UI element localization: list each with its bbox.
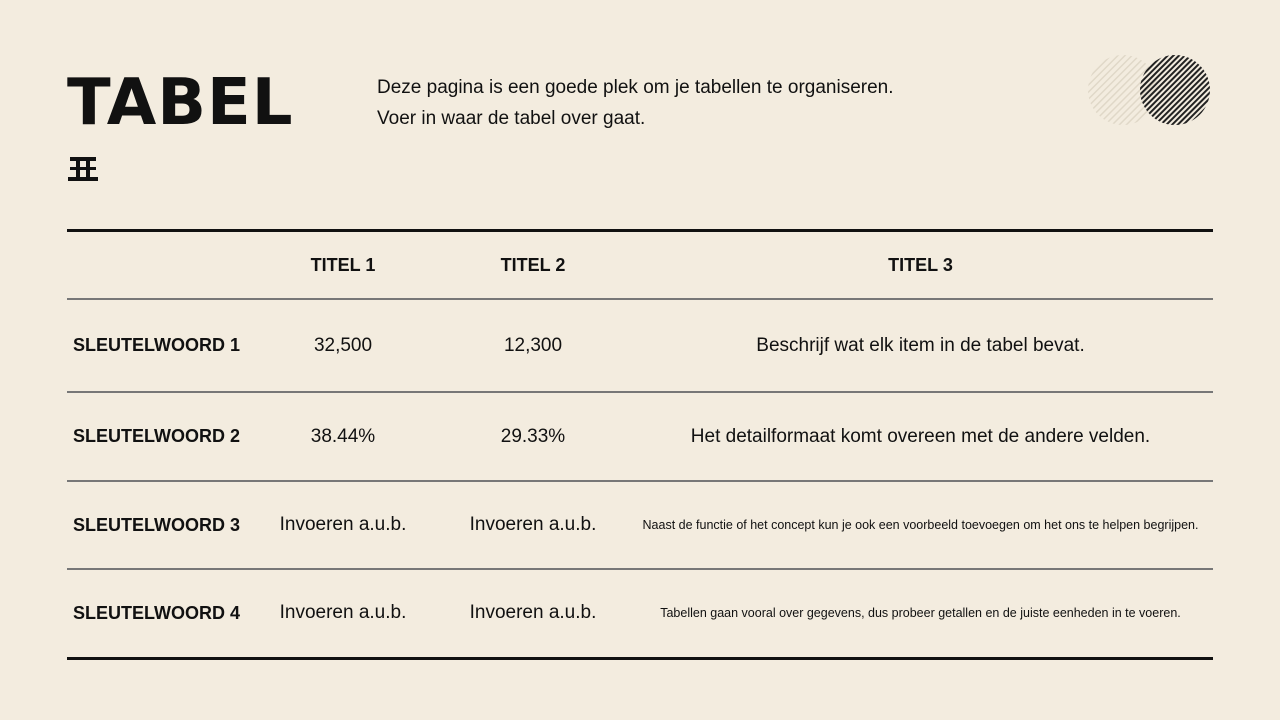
description [377, 72, 894, 134]
cell: Het detailformaat komt overeen met de andere velden. [628, 392, 1213, 481]
table-row [67, 569, 1213, 658]
cell: 29.33% [438, 392, 628, 481]
table-row [67, 481, 1213, 569]
cell: 12,300 [438, 299, 628, 392]
header-cell: TITEL 3 [628, 231, 1213, 300]
cell: Tabellen gaan vooral over gegevens, dus probeer getallen en de juiste eenheden in te voeren. [628, 569, 1213, 658]
description-line: Deze pagina is een goede plek om je tabellen te organiseren. [377, 77, 894, 98]
cell: Naast de functie of het concept kun je ook een voorbeeld toevoegen om het ons te helpen begrijpen. [628, 481, 1213, 569]
cell: 38.44% [248, 392, 438, 481]
table-row [67, 392, 1213, 481]
row-key: SLEUTELWOORD 4 [67, 569, 248, 658]
description-line: Voer in waar de tabel over gaat. [377, 108, 646, 129]
row-key: SLEUTELWOORD 1 [67, 299, 248, 392]
cell: Beschrijf wat elk item in de tabel bevat. [628, 299, 1213, 392]
header-cell: TITEL 1 [248, 231, 438, 300]
cell: 32,500 [248, 299, 438, 392]
cell: Invoeren a.u.b. [248, 569, 438, 658]
table-icon [68, 155, 98, 181]
row-key: SLEUTELWOORD 2 [67, 392, 248, 481]
cell: Invoeren a.u.b. [248, 481, 438, 569]
header-cell [67, 231, 248, 300]
data-table [67, 229, 1213, 660]
table-header-row [67, 231, 1213, 300]
page-title: TABEL [67, 66, 294, 140]
table-row [67, 299, 1213, 392]
header-cell: TITEL 2 [438, 231, 628, 300]
row-key: SLEUTELWOORD 3 [67, 481, 248, 569]
decorative-circles-icon [1085, 52, 1215, 132]
cell: Invoeren a.u.b. [438, 481, 628, 569]
cell: Invoeren a.u.b. [438, 569, 628, 658]
